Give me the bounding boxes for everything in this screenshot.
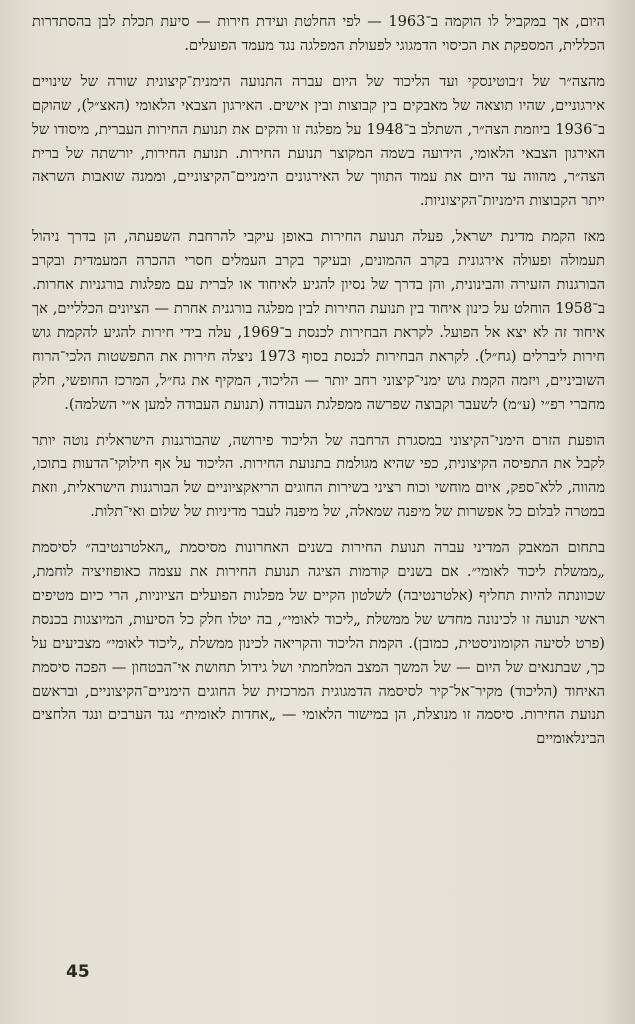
paragraph-5: בתחום המאבק המדיני עברה תנועת החירות בשנים האחרונות מסיסמת „האלטרנטיבה״ לסיסמת „ממשלת ליכוד לאומי״. אם בשנים קודמות הציגה תנועת החירות את עצמה כאופוזיציה לוחמת, שכוונתה להיות תחליף (אלטרנטיבה) לשלטון הקיים של מפלגות הפועלים הציוניות, הרי כיום מטיפים ראשי תנועה זו לכינונה מחדש של ממשלת „ליכוד לאומי״, בה יטלו חלק כל הסיעות, המיוצגות בכנסת (פרט לסיעה הקומוניסטית, כמובן). הקמת הליכוד והקריאה לכינון ממשלת „ליכוד לאומי״ מצביעים על כך, שבתנאים של היום — של המשך המצב המלחמתי ושל גידול תחושת אי־הבטחון — הפכה סיסמת האיחוד (הליכוד) מקיר־אל־קיר לסיסמה הדמגוגית המרכזית של החוגים הימניים־הקיצוניים, ובראשם תנועת החירות. סיסמה זו מנוצלת, הן במישור הלאומי — „אחדות לאומית״ נגד הערבים ונגד הלחצים הבינלאומיים: [32, 539, 605, 748]
page-number: 45: [66, 962, 90, 982]
paragraph-1: היום, אך במקביל לו הוקמה ב־1963 — לפי החלטת ועידת חירות — סיעת תכלת לבן בהסתדרות הכללית, המספקת את הכיסוי הדמגוגי לפעולת המפלגה נגד מעמד הפועלים.: [32, 13, 606, 54]
body-text: [32, 10, 605, 751]
paragraph-2: מהצה״ר של ז׳בוטינסקי ועד הליכוד של היום עברה התנועה הימנית־קיצונית שורה של שינויים אירגוניים, שהיו תוצאה של מאבקים בין קבוצות ובין אישים. האירגון הצבאי הלאומי (האצ״ל), שהוקם ב־1936 ביוזמת הצה״ר, השתלב ב־1948 על מפלגה זו והקים את תנועת החירות העברית, מיסודו של האירגון הצבאי הלאומי, הידועה בשמה המקוצר תנועת החירות. תנועת החירות, יורשתה של ברית הצה״ר, מהווה עד היום את עמוד התווך של האירגונים הימניים־הקיצוניים, וממנה שואבות השראה ייתר הקבוצות הימניות־הקיצוניות.: [32, 72, 605, 210]
paragraph-4: הופעת הזרם הימני־הקיצוני במסגרת הרחבה של הליכוד פירושה, שהבורגנות הישראלית נוטה יותר לקבל את התפיסה הקיצונית, כפי שהיא מגולמת בתנועת החירות. הליכוד על אף חילוקי־הדעות בתוכו, מהווה, ללא־ספק, איום מוחשי וכוח רציני בשירות החוגים הריאקציוניים של הבורגנות הישראלית, וזאת במטרה לבלום כל אפשרות של מיפנה שמאלה, של מיפנה לעבר מדיניות של שלום ואי־תלות.: [32, 431, 605, 521]
paragraph-3: מאז הקמת מדינת ישראל, פעלה תנועת החירות באופן עיקבי להרחבת השפעתה, הן בדרך ניהול תעמולה ופעולה אירגונית בקרב ההמונים, ובעיקר בקרב העמלים חסרי ההכרה המעמדית ובקרב הבורגנות הזעירה והבינונית, והן בדרך של נסיון להגיע לאיחוד או לברית עם מפלגות בורגניות אחרות. ב־1958 הוחלט על כינון איחוד בין תנועת החירות לבין מפלגה בורגנית אחרת — הציונים הכלליים, אך איחוד זה לא יצא אל הפועל. לקראת הבחירות לכנסת ב־1969, עלה בידי חירות להגיע להקמת גוש חירות ליברלים (גח״ל). לקראת הבחירות לכנסת בסוף 1973 ניצלה חירות את התפשטות הלכי־הרוח השוביניים, ויזמה הקמת גוש ימני־קיצוני רחב יותר — הליכוד, המקיף את גח״ל, המרכז החופשי, חלק מחברי רפ״י (ע״מ) לשעבר וקבוצה שפרשה ממפלגת העבודה (תנועת העבודה למען א״י השלמה).: [32, 228, 605, 413]
